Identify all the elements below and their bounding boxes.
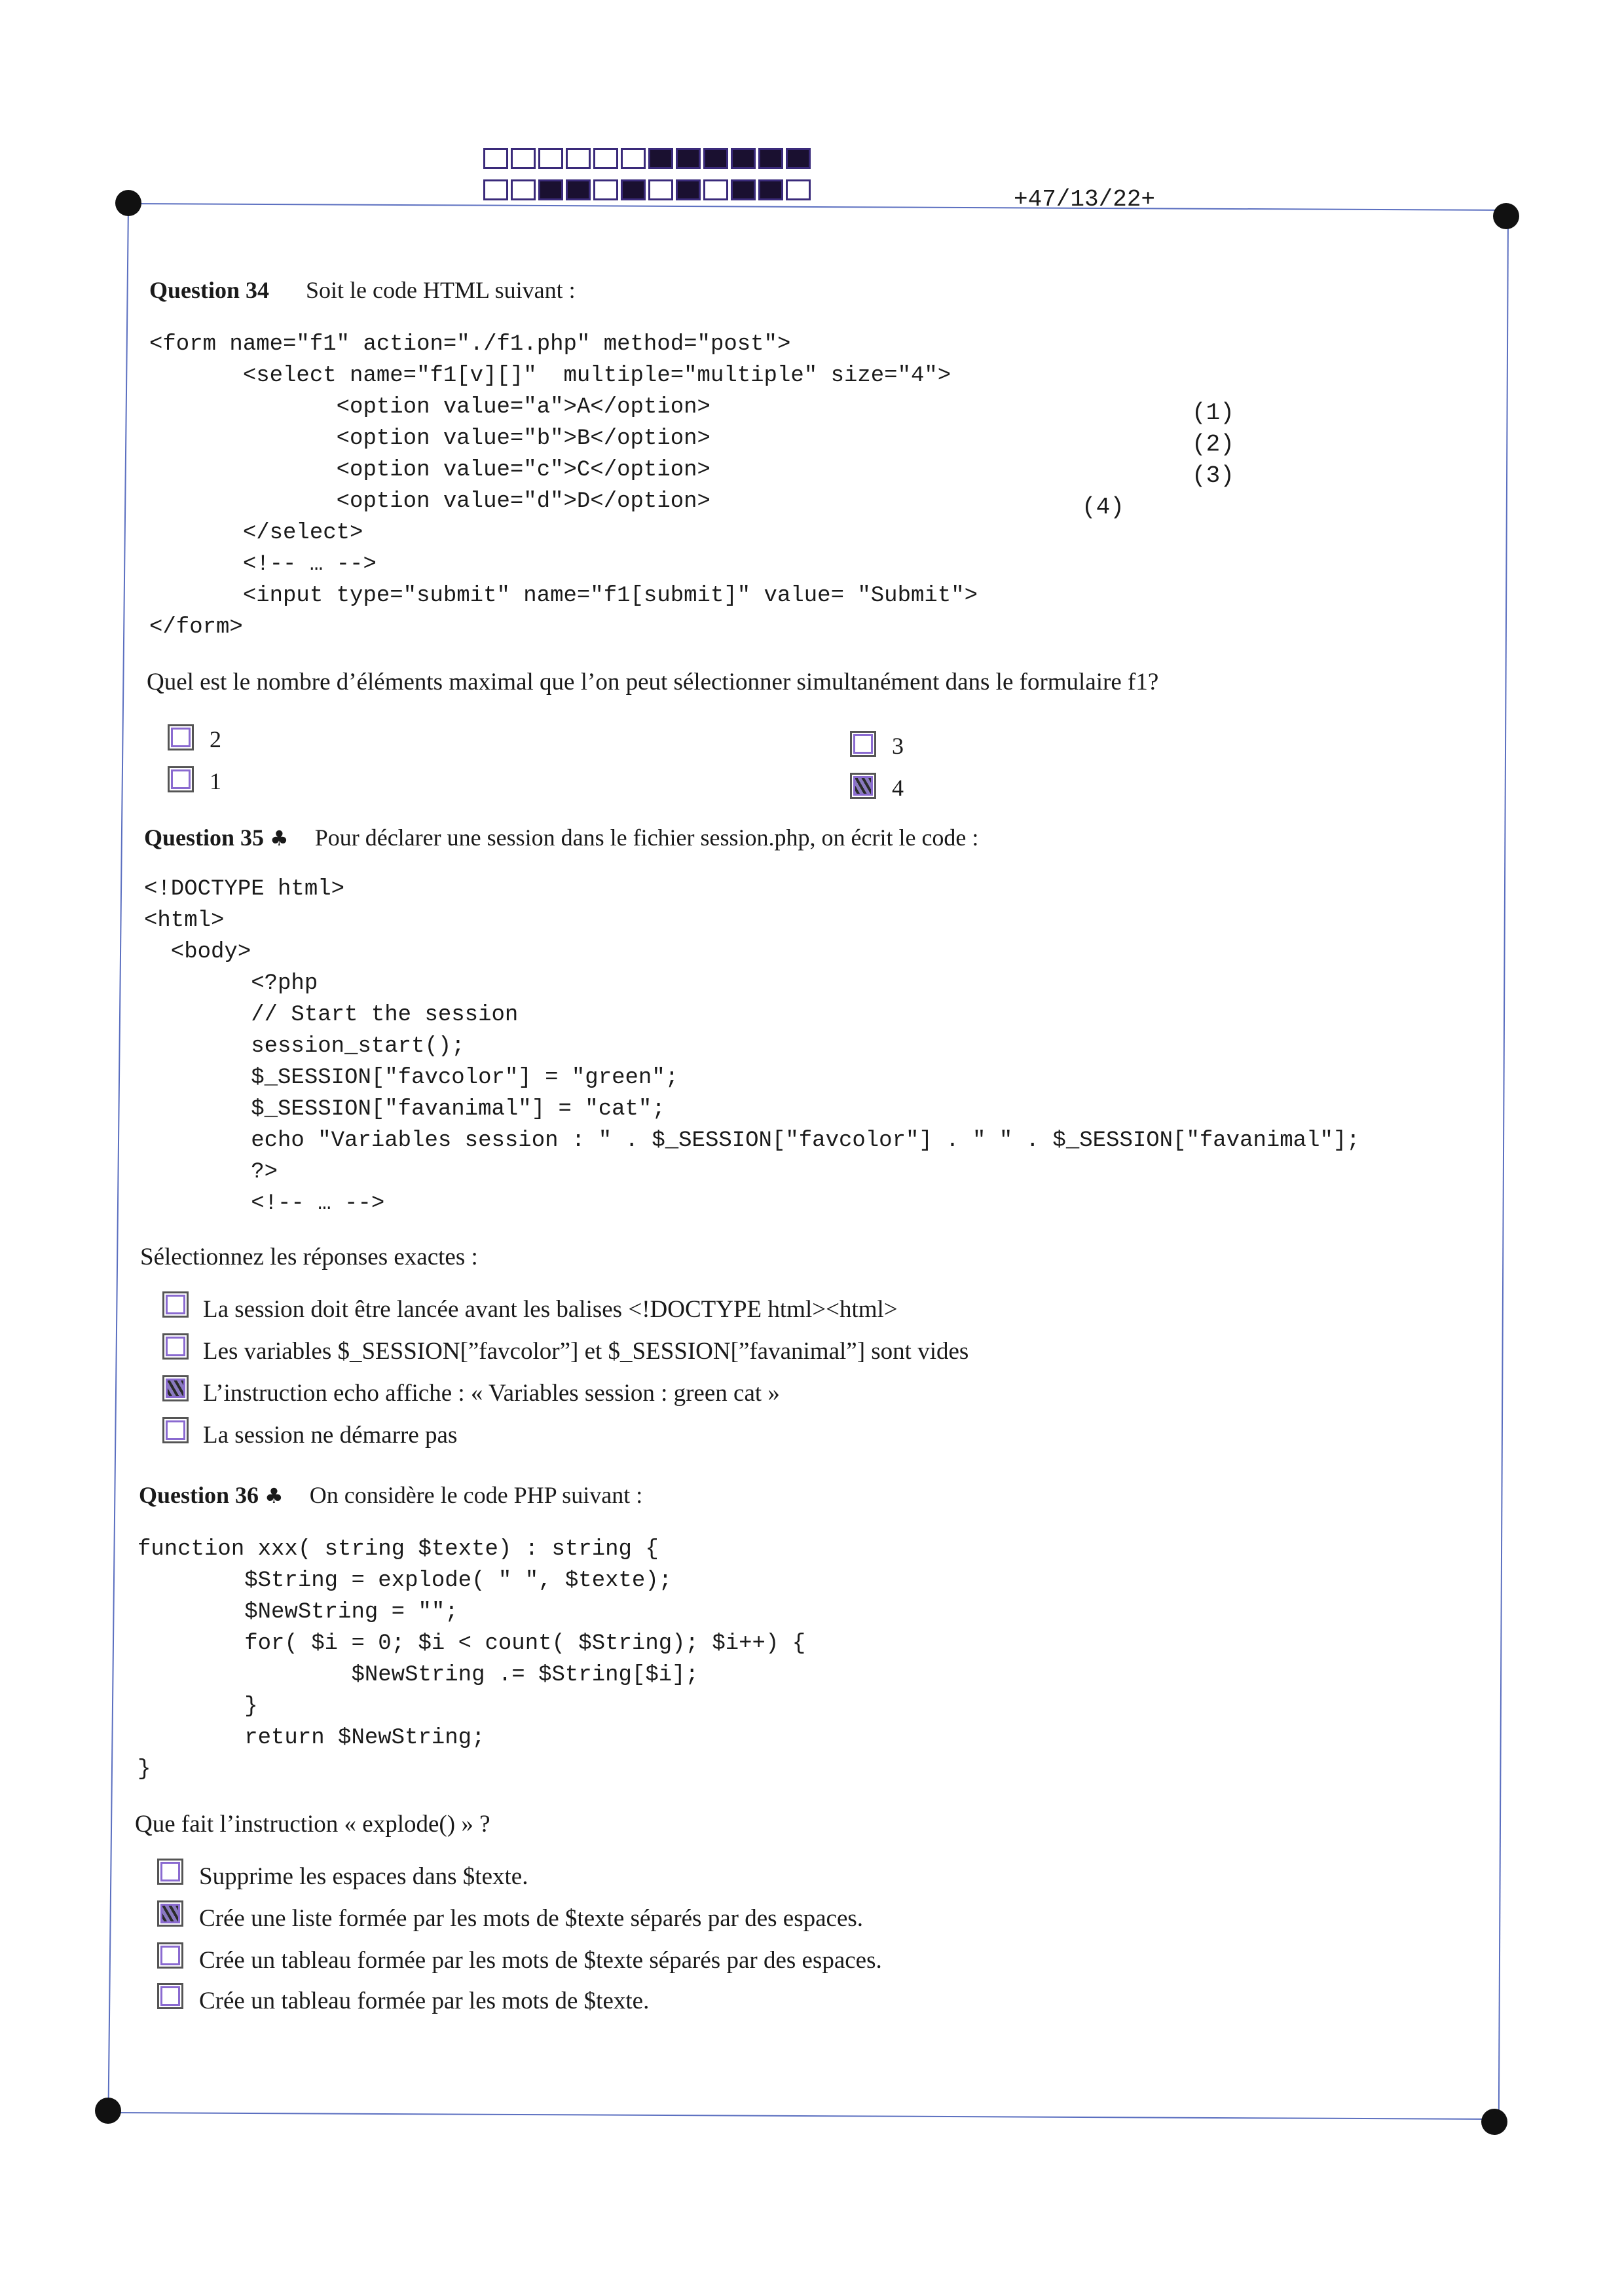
q36-prompt: On considère le code PHP suivant : (309, 1482, 643, 1508)
q35-code-line: <html> (144, 908, 225, 933)
q35-prompt: Pour déclarer une session dans le fichier session.php, on écrit le code : (314, 824, 979, 851)
q35-code-line: $_SESSION["favcolor"] = "green"; (144, 1065, 679, 1090)
q36-option-3-checkbox[interactable] (157, 1942, 183, 1969)
q36-code-line: $NewString = ""; (138, 1600, 458, 1625)
q34-option-3-label: 3 (892, 733, 904, 759)
q35-code-line: ?> (144, 1160, 278, 1185)
barcode-cell (731, 148, 756, 169)
q36-club-symbol: ♣ (265, 1483, 284, 1508)
frame-right-line (1498, 216, 1509, 2115)
q34-code-line: </form> (149, 615, 243, 640)
barcode-cell (786, 148, 811, 169)
barcode-cell (483, 148, 508, 169)
q35-code-line: <body> (144, 940, 251, 965)
q34-option-1-label: 1 (210, 768, 221, 794)
q35-code-line: // Start the session (144, 1003, 519, 1028)
q36-option-1-checkbox[interactable] (157, 1859, 183, 1885)
q35-option-1-checkbox[interactable] (162, 1291, 189, 1318)
barcode-cell (703, 148, 728, 169)
q35-option-4-label: La session ne démarre pas (203, 1422, 458, 1449)
q36-code-line: return $NewString; (138, 1726, 485, 1750)
q35-option-4-checkbox[interactable] (162, 1417, 189, 1443)
corner-mark-top-right (1493, 203, 1519, 229)
q36-option-2-label: Crée une liste formée par les mots de $texte séparés par des espaces. (199, 1905, 864, 1932)
q35-heading (144, 824, 978, 851)
frame-left-line (108, 204, 129, 2103)
barcode-cell (593, 148, 618, 169)
barcode-cell (676, 179, 701, 200)
barcode-cell (566, 148, 591, 169)
q35-club-symbol: ♣ (270, 826, 289, 851)
barcode-cell (731, 179, 756, 200)
barcode-cell (566, 179, 591, 200)
barcode-row-1 (483, 148, 813, 169)
q35-code-line: <!-- … --> (144, 1191, 385, 1216)
barcode-cell (648, 179, 673, 200)
q35-option-1-label: La session doit être lancée avant les balises <!DOCTYPE html><html> (203, 1296, 898, 1323)
q36-code-line: for( $i = 0; $i < count( $String); $i++) { (138, 1631, 806, 1656)
q36-option-1-label: Supprime les espaces dans $texte. (199, 1863, 528, 1890)
frame-bottom-line (108, 2112, 1496, 2120)
q35-code-block (144, 874, 1360, 1219)
q34-code-block (149, 329, 978, 643)
q35-question: Sélectionnez les réponses exactes : (140, 1244, 478, 1270)
q34-code-line: <option value="d">D</option> (149, 489, 710, 514)
q34-option-2-label: 2 (210, 726, 221, 752)
barcode-cell (758, 148, 783, 169)
barcode-cell (593, 179, 618, 200)
q34-code-line: </select> (149, 521, 363, 546)
q35-option-2-checkbox[interactable] (162, 1333, 189, 1360)
barcode-cell (621, 179, 646, 200)
q35-option-3-label: L’instruction echo affiche : « Variables session : green cat » (203, 1380, 780, 1407)
q34-option-3-checkbox[interactable] (850, 731, 876, 757)
q34-code-line: <select name="f1[v][]" multiple="multiple" size="4"> (149, 363, 951, 388)
q36-question: Que fait l’instruction « explode() » ? (135, 1811, 490, 1838)
q36-code-line: } (138, 1757, 151, 1782)
barcode-cell (621, 148, 646, 169)
q35-code-line: <?php (144, 971, 318, 996)
q36-code-line: function xxx( string $texte) : string { (138, 1537, 659, 1562)
barcode-cell (511, 148, 536, 169)
q35-option-2-label: Les variables $_SESSION[”favcolor”] et $_SESSION[”favanimal”] sont vides (203, 1338, 969, 1365)
q34-option-2-checkbox[interactable] (168, 724, 194, 750)
barcode-cell (786, 179, 811, 200)
q34-option-4-label: 4 (892, 775, 904, 801)
frame-top-line (128, 203, 1500, 211)
q36-number: Question 36 (139, 1482, 259, 1508)
q35-option-3-checkbox[interactable] (162, 1375, 189, 1401)
q34-annotation-1: (1) (1192, 399, 1234, 426)
q34-code-line: <option value="a">A</option> (149, 395, 710, 420)
corner-mark-bottom-left (95, 2098, 121, 2124)
q34-code-line: <option value="b">B</option> (149, 426, 710, 451)
q34-heading (149, 276, 576, 304)
barcode-row-2 (483, 179, 813, 200)
q34-prompt: Soit le code HTML suivant : (306, 277, 576, 303)
barcode-cell (511, 179, 536, 200)
q34-question: Quel est le nombre d’éléments maximal que l’on peut sélectionner simultanément dans le formulaire f1? (147, 669, 1159, 695)
q36-heading (139, 1481, 642, 1509)
barcode-cell (538, 148, 563, 169)
q34-code-line: <input type="submit" name="f1[submit]" value= "Submit"> (149, 583, 978, 608)
barcode-cell (676, 148, 701, 169)
q34-option-4-checkbox[interactable] (850, 773, 876, 799)
q36-code-line: $String = explode( " ", $texte); (138, 1568, 673, 1593)
page-code: +47/13/22+ (1014, 186, 1156, 213)
q34-code-line: <!-- … --> (149, 552, 377, 577)
corner-mark-bottom-right (1481, 2109, 1507, 2135)
q34-option-1-checkbox[interactable] (168, 766, 194, 792)
q34-annotation-4: (4) (1082, 494, 1124, 521)
q35-code-line: $_SESSION["favanimal"] = "cat"; (144, 1097, 665, 1122)
barcode-cell (538, 179, 563, 200)
q36-option-3-label: Crée un tableau formée par les mots de $texte séparés par des espaces. (199, 1947, 882, 1974)
q36-code-block (138, 1534, 805, 1785)
q36-option-4-label: Crée un tableau formée par les mots de $texte. (199, 1988, 650, 2014)
barcode-cell (483, 179, 508, 200)
barcode-cell (648, 148, 673, 169)
q34-annotation-2: (2) (1192, 431, 1234, 458)
q34-code-line: <option value="c">C</option> (149, 458, 710, 483)
q36-option-2-checkbox[interactable] (157, 1900, 183, 1927)
q35-code-line: echo "Variables session : " . $_SESSION["favcolor"] . " " . $_SESSION["favanimal"]; (144, 1128, 1360, 1153)
q36-code-line: $NewString .= $String[$i]; (138, 1663, 699, 1688)
barcode-cell (703, 179, 728, 200)
q35-number: Question 35 (144, 824, 265, 851)
q35-code-line: <!DOCTYPE html> (144, 877, 345, 902)
q34-number: Question 34 (149, 277, 270, 303)
q36-option-4-checkbox[interactable] (157, 1983, 183, 2009)
q36-code-line: } (138, 1694, 258, 1719)
barcode-cell (758, 179, 783, 200)
q35-code-line: session_start(); (144, 1034, 465, 1059)
q34-code-line: <form name="f1" action="./f1.php" method="post"> (149, 332, 791, 357)
q34-annotation-3: (3) (1192, 462, 1234, 489)
corner-mark-top-left (115, 190, 141, 216)
